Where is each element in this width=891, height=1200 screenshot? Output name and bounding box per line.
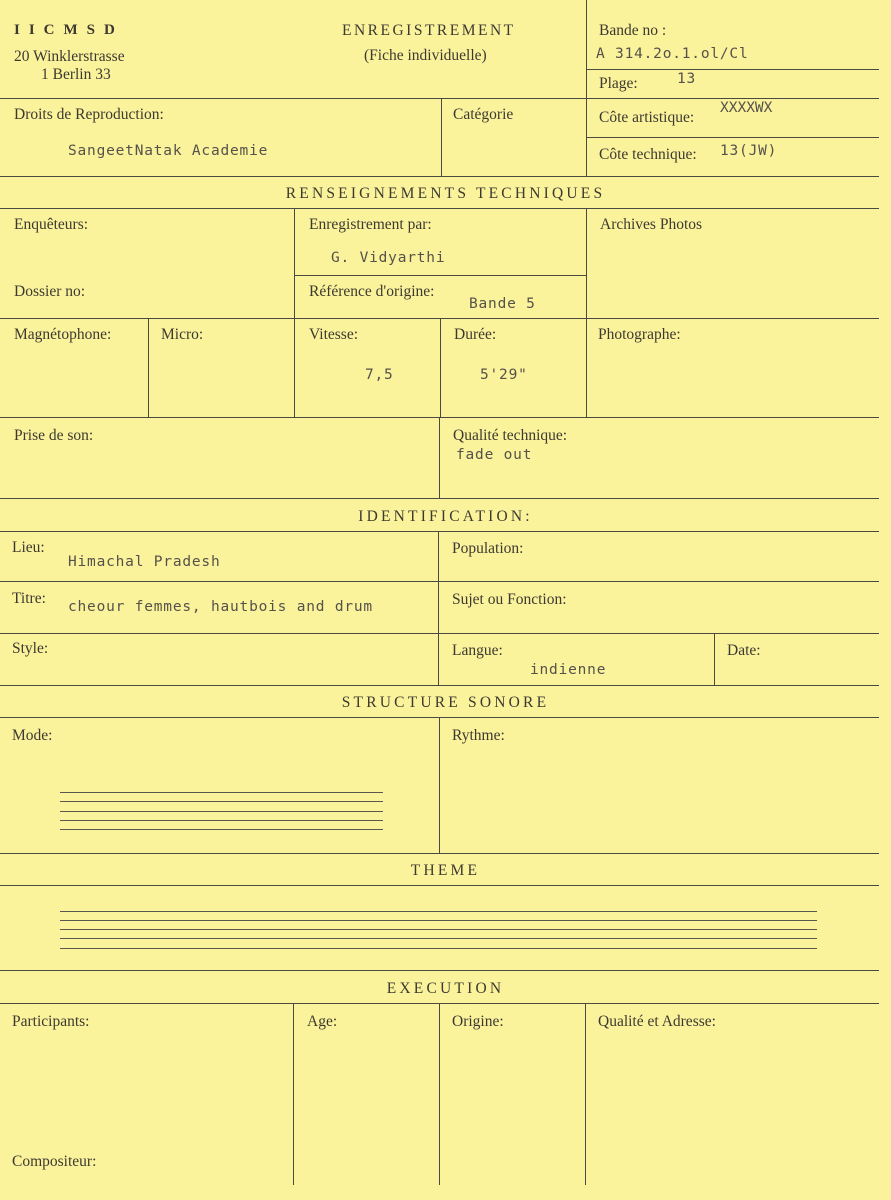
- categorie-label: Catégorie: [453, 106, 514, 123]
- population-label: Population:: [452, 540, 524, 557]
- vline-categorie: [441, 98, 442, 176]
- style-label: Style:: [12, 640, 49, 657]
- theme-rule-3: [60, 929, 817, 930]
- sujet-label: Sujet ou Fonction:: [452, 591, 567, 608]
- reference-label: Référence d'origine:: [309, 283, 435, 300]
- cote-technique-label: Côte technique:: [599, 146, 697, 163]
- org-city: 1 Berlin 33: [41, 66, 111, 83]
- age-label: Age:: [307, 1013, 338, 1030]
- date-label: Date:: [727, 642, 761, 659]
- vline-rythme: [439, 717, 440, 853]
- vline-right-header: [586, 0, 587, 176]
- theme-rule-5: [60, 948, 817, 949]
- lieu-value: Himachal Pradesh: [68, 554, 221, 570]
- qualite-technique-value: fade out: [456, 447, 533, 463]
- archives-photos-label: Archives Photos: [600, 216, 703, 233]
- line-tech-title: [0, 208, 879, 209]
- enqueteurs-label: Enquêteurs:: [14, 216, 89, 233]
- qualite-adresse-label: Qualité et Adresse:: [598, 1013, 716, 1030]
- droits-value: SangeetNatak Academie: [68, 143, 269, 159]
- duree-label: Durée:: [454, 326, 497, 343]
- theme-rule-1: [60, 911, 817, 912]
- micro-label: Micro:: [161, 326, 204, 343]
- mode-label: Mode:: [12, 727, 53, 744]
- plage-value: 13: [677, 71, 697, 87]
- line-prise-bottom: [0, 498, 879, 499]
- titre-label: Titre:: [12, 590, 46, 607]
- cote-artistique-value: XXXXWX: [720, 100, 773, 116]
- vline-origine: [439, 1003, 440, 1185]
- plage-label: Plage:: [599, 75, 638, 92]
- line-ref-top: [294, 275, 586, 276]
- form-subtitle: (Fiche individuelle): [364, 47, 487, 64]
- prise-de-son-label: Prise de son:: [14, 427, 94, 444]
- vline-micro: [148, 318, 149, 417]
- mode-rule-1: [60, 792, 383, 793]
- section-technical-title: RENSEIGNEMENTS TECHNIQUES: [285, 185, 606, 202]
- qualite-technique-label: Qualité technique:: [453, 427, 568, 444]
- line-cote-top: [586, 69, 879, 70]
- photographe-label: Photographe:: [598, 326, 681, 343]
- line-theme-bottom: [0, 970, 879, 971]
- langue-label: Langue:: [452, 642, 503, 659]
- bande-label: Bande no :: [599, 22, 667, 39]
- langue-value: indienne: [530, 662, 607, 678]
- titre-value: cheour femmes, hautbois and drum: [68, 599, 373, 615]
- line-lieu-bottom: [0, 581, 879, 582]
- section-identification-title: IDENTIFICATION:: [358, 508, 533, 525]
- bande-value: A 314.2o.1.ol/Cl: [596, 46, 749, 62]
- mode-rule-5: [60, 829, 383, 830]
- reference-value: Bande 5: [469, 296, 536, 312]
- enregistrement-par-value: G. Vidyarthi: [331, 250, 446, 266]
- section-theme-title: THEME: [410, 862, 481, 879]
- org-name: IICMSD: [14, 22, 124, 38]
- duree-value: 5'29": [480, 367, 528, 383]
- line-cote-mid: [586, 137, 879, 138]
- droits-label: Droits de Reproduction:: [14, 106, 164, 123]
- theme-rule-2: [60, 920, 817, 921]
- vline-qualite-adr: [585, 1003, 586, 1185]
- magnetophone-label: Magnétophone:: [14, 326, 112, 343]
- section-structure-title: STRUCTURE SONORE: [341, 694, 550, 711]
- mode-rule-4: [60, 820, 383, 821]
- vline-tech-a: [294, 208, 295, 417]
- vline-qualite: [439, 417, 440, 498]
- line-mode-bottom: [0, 853, 879, 854]
- enregistrement-par-label: Enregistrement par:: [309, 216, 432, 233]
- lieu-label: Lieu:: [12, 539, 45, 556]
- vitesse-value: 7,5: [365, 367, 394, 383]
- vitesse-label: Vitesse:: [309, 326, 359, 343]
- line-theme-title: [0, 885, 879, 886]
- vline-tech-b: [586, 208, 587, 417]
- line-titre-bottom: [0, 633, 879, 634]
- participants-label: Participants:: [12, 1013, 90, 1030]
- vline-date: [714, 633, 715, 685]
- origine-label: Origine:: [452, 1013, 504, 1030]
- theme-rule-4: [60, 938, 817, 939]
- line-style-bottom: [0, 685, 879, 686]
- compositeur-label: Compositeur:: [12, 1153, 97, 1170]
- mode-rule-2: [60, 801, 383, 802]
- vline-age: [293, 1003, 294, 1185]
- line-rights-bottom: [0, 176, 879, 177]
- line-header-bottom: [0, 98, 879, 99]
- rythme-label: Rythme:: [452, 727, 505, 744]
- section-execution-title: EXECUTION: [386, 980, 505, 997]
- dossier-label: Dossier no:: [14, 283, 86, 300]
- vline-ident: [438, 531, 439, 685]
- cote-artistique-label: Côte artistique:: [599, 109, 695, 126]
- line-ident-title: [0, 531, 879, 532]
- cote-technique-value: 13(JW): [720, 143, 778, 159]
- form-title: ENREGISTREMENT: [342, 22, 516, 39]
- org-street: 20 Winklerstrasse: [14, 48, 125, 65]
- vline-duree: [440, 318, 441, 417]
- mode-rule-3: [60, 811, 383, 812]
